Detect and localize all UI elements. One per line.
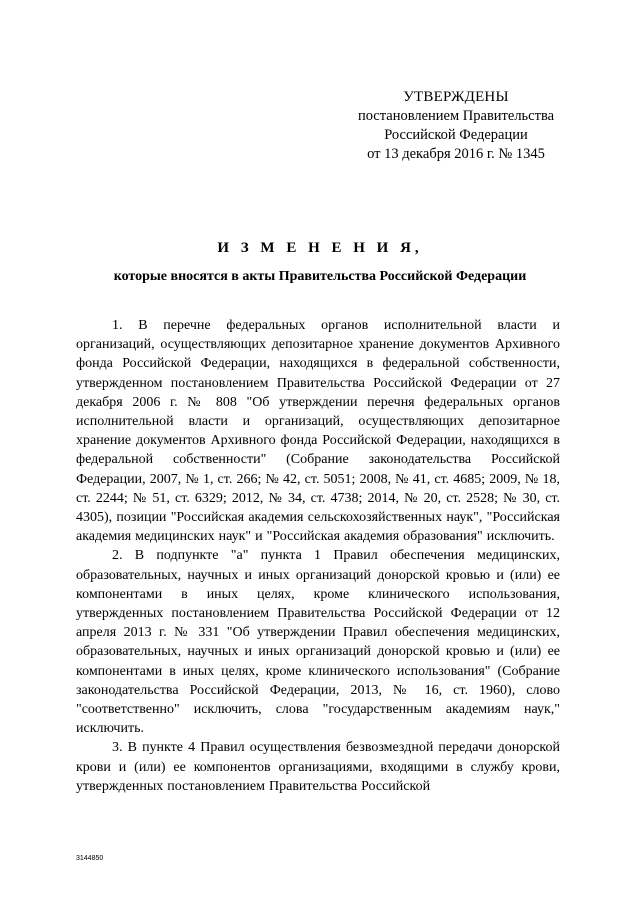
document-subtitle: которые вносятся в акты Правительства Российской Федерации	[113, 269, 527, 284]
approval-line-2: Российской Федерации	[384, 127, 528, 143]
approval-stamp: УТВЕРЖДЕНЫ	[403, 89, 509, 105]
approval-line-3: от 13 декабря 2016 г. № 1345	[367, 146, 545, 162]
document-heading	[0, 238, 640, 286]
document-number: 3144850	[76, 855, 104, 862]
document-body	[76, 316, 560, 796]
document-title: И З М Е Н Е Н И Я,	[217, 240, 423, 256]
paragraph-2: 2. В подпункте "а" пункта 1 Правил обеспечения медицинских, образовательных, научных и иных организаций донорской кровью и (или) ее компонентами в иных целях, кроме клинического использования, утвержденных постановлением Правительства Российской Федерации от 12 апреля 2013 г. № 331 "Об утверждении Правил обеспечения медицинских, образовательных, научных и иных организаций донорской кровью и (или) ее компонентами в иных целях, кроме клинического использования" (Собрание законодательства Российской Федерации, 2013, № 16, ст. 1960), слово "соответственно" исключить, слова "государственным академиям наук," исключить.	[76, 548, 560, 737]
paragraph-3: 3. В пункте 4 Правил осуществления безвозмездной передачи донорской крови и (или) ее компонентов организациями, входящими в службу крови, утвержденных постановлением Правительства Российской	[76, 740, 560, 794]
approval-block	[340, 88, 572, 164]
approval-line-1: постановлением Правительства	[357, 108, 555, 124]
paragraph-1: 1. В перечне федеральных органов исполнительной власти и организаций, осуществляющих депозитарное хранение документов Архивного фонда Российской Федерации, находящихся в федеральной собственности, утвержденном постановлением Правительства Российской Федерации от 27 декабря 2006 г. № 808 "Об утверждении перечня федеральных органов исполнительной власти и организаций, осуществляющих депозитарное хранение документов Архивного фонда Российской Федерации, находящихся в федеральной собственности" (Собрание законодательства Российской Федерации, 2007, № 1, ст. 266; № 42, ст. 5051; 2008, № 41, ст. 4685; 2009, № 18, ст. 2244; № 51, ст. 6329; 2012, № 34, ст. 4738; 2014, № 20, ст. 2528; № 30, ст. 4305), позиции "Российская академия сельскохозяйственных наук", "Российская академия медицинских наук" и "Российская академия образования" исключить.	[76, 318, 560, 545]
